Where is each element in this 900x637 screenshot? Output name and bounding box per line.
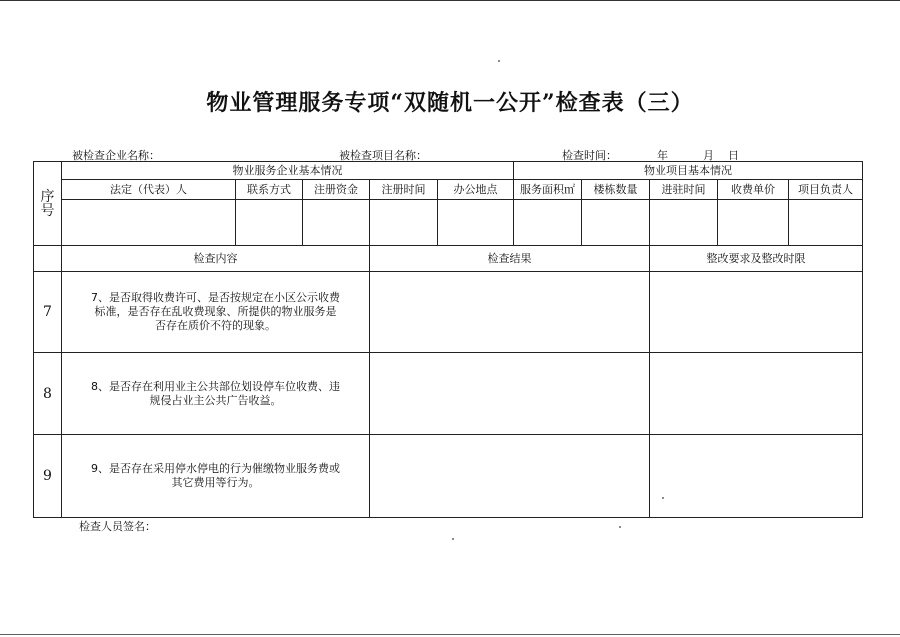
seq-header-cell [34,162,62,246]
seq-blank-cell [34,246,62,272]
year-label: 年 [657,149,668,162]
blank-cell [370,200,438,246]
field-office-location: 办公地点 [438,180,514,200]
blank-cell [718,200,789,246]
project-section-header: 物业项目基本情况 [514,162,863,180]
row-number: 8 [34,353,62,435]
day-label: 日 [728,149,739,162]
blank-cell [236,200,303,246]
col-header-content: 检查内容 [62,246,370,272]
col-header-result: 检查结果 [370,246,650,272]
field-company-contact: 联系方式 [236,180,303,200]
table-row [34,353,863,435]
form-title: 物业管理服务专项“双随机一公开”检查表（三） [206,90,694,116]
inspection-item-text [62,353,370,435]
blank-info-row [34,200,863,246]
field-header-row [34,180,863,200]
field-building-count: 楼栋数量 [582,180,650,200]
inspection-item-line: 7、是否取得收费许可、是否按规定在小区公示收费 [91,291,340,304]
scan-edge-bottom [0,634,900,635]
blank-cell [303,200,370,246]
inspection-item-line: 8、是否存在利用业主公共部位划设停车位收费、违 [91,379,340,393]
field-entry-time: 进驻时间 [650,180,718,200]
inspection-item-line: 9、是否存在采用停水停电的行为催缴物业服务费或 [91,462,340,475]
inspection-item-text [62,435,370,518]
field-legal-rep: 法定（代表）人 [62,180,236,200]
result-cell [370,435,650,518]
seq-header-char-1: 序 [40,188,55,205]
blank-cell [438,200,514,246]
blank-cell [650,200,718,246]
company-name-label: 被检查企业名称： [72,149,160,162]
inspection-table [33,161,863,518]
rectify-cell [650,435,863,518]
inspector-signature-label: 检查人员签名： [79,520,156,533]
blank-cell [582,200,650,246]
project-name-label: 被检查项目名称： [339,149,427,162]
field-project-manager: 项目负责人 [789,180,863,200]
field-unit-price: 收费单价 [718,180,789,200]
row-number: 9 [34,435,62,518]
rectify-cell [650,353,863,435]
month-label: 月 [703,149,714,162]
result-cell [370,353,650,435]
inspection-item-text [62,272,370,353]
company-section-header: 物业服务企业基本情况 [62,162,514,180]
scan-speck [619,526,621,528]
section-header-row [34,162,863,180]
table-row [34,435,863,518]
inspection-time-label: 检查时间： [562,149,617,162]
inspection-item-line: 其它费用等行为。 [171,476,260,489]
scan-speck [662,497,664,499]
scan-speck [498,60,500,62]
field-registered-capital: 注册资金 [303,180,370,200]
blank-cell [62,200,236,246]
row-number: 7 [34,272,62,353]
inspection-header-row [34,246,863,272]
inspection-item-line: 标准，是否存在乱收费现象、所提供的物业服务是 [94,305,337,318]
inspection-item-line: 规侵占业主公共广告收益。 [149,393,282,407]
scan-speck [452,538,454,540]
blank-cell [514,200,582,246]
inspection-item-line: 否存在质价不符的现象。 [155,319,276,332]
table-row [34,272,863,353]
seq-header-char-2: 号 [40,202,55,219]
rectify-cell [650,272,863,353]
result-cell [370,272,650,353]
field-service-area: 服务面积㎡ [514,180,582,200]
col-header-rectify: 整改要求及整改时限 [650,246,863,272]
scan-edge-top [0,0,900,1]
field-registration-time: 注册时间 [370,180,438,200]
blank-cell [789,200,863,246]
